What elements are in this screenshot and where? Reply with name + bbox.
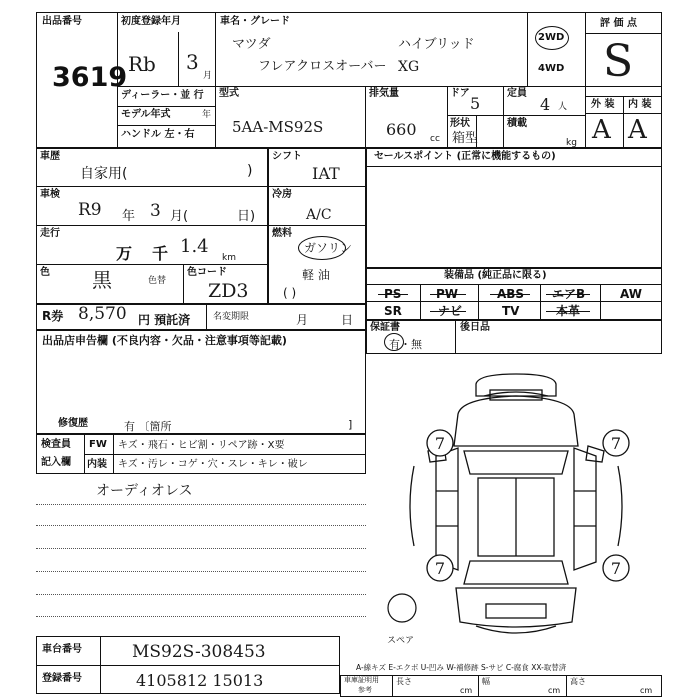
fuel-paren: ( ) <box>283 286 297 300</box>
equip-ps: PS <box>384 287 402 301</box>
maker-grade-label: 車名・グレード <box>220 16 290 27</box>
height-unit: cm <box>640 686 653 695</box>
name-change-month: 月 <box>296 313 309 327</box>
load-unit: kg <box>566 138 577 148</box>
capacity-unit: 人 <box>558 102 568 112</box>
aftermarket-label: 後日品 <box>460 322 490 333</box>
equip-mark <box>546 311 590 312</box>
inspection-year-unit: 年 <box>122 209 136 224</box>
height-label: 高さ <box>570 677 586 686</box>
inspector-label: 検査員 <box>41 439 71 450</box>
warranty-value: 有・無 <box>389 338 422 351</box>
model-year-unit: 年 <box>202 110 212 120</box>
mileage-man: 万 <box>116 244 133 263</box>
handle-label: ハンドル 左・右 <box>121 129 195 140</box>
chassis-label: 車台番号 <box>42 644 82 655</box>
grade-name: XG <box>398 59 420 75</box>
spare-label: スペア <box>387 636 415 646</box>
displacement-label: 排気量 <box>369 88 399 99</box>
color-label: 色 <box>40 267 50 278</box>
capacity-value: 4 <box>540 95 551 114</box>
warranty-label: 保証書 <box>370 322 400 333</box>
interior-items: キズ・汚レ・コゲ・穴・スレ・キレ・破レ <box>118 459 308 470</box>
recycle-label: R券 <box>42 309 64 323</box>
garage-cert-frame <box>340 675 662 697</box>
note-line <box>36 504 366 505</box>
repair-close: ] <box>348 418 353 431</box>
equip-aw: AW <box>620 287 642 301</box>
recycle-unit: 円 預託済 <box>138 313 191 327</box>
type-label: 型式 <box>219 88 239 99</box>
note-line <box>36 548 366 549</box>
model-year-label: モデル年式 <box>121 109 171 120</box>
garage-cert-label: 車庫証明用 <box>344 676 379 684</box>
color-change-label: 色替 <box>148 276 167 286</box>
interior-damage-label: 内装 <box>87 459 107 470</box>
equip-tv: TV <box>502 304 520 318</box>
shape-value: 箱型 <box>452 131 479 146</box>
equip-leather: 本革 <box>556 304 581 318</box>
damage-legend: A-線キズ E-エクボ U-凹み W-補修跡 S-サビ C-腐食 XX-取替済 <box>356 663 567 672</box>
note-line <box>36 594 366 595</box>
tire-mark: 7 <box>434 434 446 453</box>
tire-mark: 7 <box>610 434 622 453</box>
displacement-value: 660 <box>386 120 417 139</box>
mileage-unit: km <box>222 253 236 263</box>
color-value: 黒 <box>92 268 112 292</box>
car-damage-diagram <box>366 356 662 656</box>
inspection-month-unit: 月( <box>170 209 189 224</box>
garage-cert-ref: 参考 <box>358 686 372 694</box>
exterior-label: 外 装 <box>591 99 615 110</box>
history-value: 自家用( <box>80 166 128 182</box>
equip-mark <box>378 294 408 295</box>
mileage-value: 1.4 <box>180 236 209 257</box>
recycle-value: 8,570 <box>78 304 127 324</box>
length-unit: cm <box>460 686 473 695</box>
chassis-value: MS92S-308453 <box>132 642 266 662</box>
width-label: 幅 <box>482 677 490 686</box>
mileage-label: 走行 <box>40 228 60 239</box>
shift-value: IAT <box>312 164 340 183</box>
displacement-unit: cc <box>430 134 440 144</box>
fuel-alt: 軽 油 <box>302 268 330 282</box>
repair-label: 修復歴 <box>58 418 88 429</box>
doors-label: ドア <box>450 88 470 99</box>
name-change-label: 名変期限 <box>213 312 250 322</box>
history-label: 車歴 <box>40 151 60 162</box>
doors-value: 5 <box>470 94 481 113</box>
dealer-label: ディーラー・並 行 <box>121 90 204 101</box>
shift-label: シフト <box>272 151 302 162</box>
interior-label: 内 装 <box>628 99 652 110</box>
equip-sr: SR <box>384 304 402 318</box>
equip-navi: ナビ <box>438 304 463 318</box>
width-unit: cm <box>548 686 561 695</box>
maker-name: マツダ <box>232 37 271 52</box>
lot-number: 3619 <box>52 62 128 93</box>
interior-grade: A <box>628 115 647 145</box>
name-change-day: 日 <box>341 313 354 327</box>
entry-label: 記入欄 <box>41 457 71 468</box>
registration-value: 4105812 15013 <box>136 671 264 690</box>
fuel-value: ガソリン <box>304 241 353 255</box>
shape-label: 形状 <box>450 118 470 129</box>
length-label: 長さ <box>396 677 412 686</box>
note-line <box>36 525 366 526</box>
equip-mark <box>546 294 590 295</box>
drive-4wd: 4WD <box>538 63 565 74</box>
declaration-label: 出品店申告欄 (不良内容・欠品・注意事項等記載) <box>42 334 287 347</box>
equip-pw: PW <box>436 287 459 301</box>
inspection-value: R9 <box>78 200 102 220</box>
exterior-grade: A <box>592 115 611 145</box>
inspection-label: 車検 <box>40 189 60 200</box>
note-audioless: オーディオレス <box>96 483 193 499</box>
rating-value: S <box>603 36 634 87</box>
color-code-label: 色コード <box>187 267 227 278</box>
drive-2wd: 2WD <box>538 32 565 43</box>
first-registration-era: Rb <box>128 52 156 76</box>
equip-airbag: エアB <box>552 287 586 301</box>
cooler-label: 冷房 <box>272 189 292 200</box>
type-value: 5AA-MS92S <box>232 118 324 136</box>
history-close: ) <box>247 163 253 179</box>
first-registration-month: 3 <box>186 50 199 74</box>
first-registration-month-unit: 月 <box>203 71 213 81</box>
capacity-label: 定員 <box>507 88 527 99</box>
fw-items: キズ・飛石・ヒビ割・リペア跡・X要 <box>118 440 285 451</box>
note-line <box>36 616 366 617</box>
fw-label: FW <box>89 439 107 450</box>
color-code-value: ZD3 <box>208 280 249 302</box>
registration-label: 登録番号 <box>42 673 82 684</box>
mileage-sen: 千 <box>152 244 169 263</box>
hybrid-label: ハイブリッド <box>398 37 475 52</box>
equip-mark <box>430 311 466 312</box>
inspection-day-unit: 日) <box>237 209 256 224</box>
lot-number-label: 出品番号 <box>42 16 82 27</box>
model-name: フレアクロスオーバー <box>258 59 387 74</box>
repair-value: 有 〔箇所 <box>124 420 172 433</box>
fuel-label: 燃料 <box>272 228 292 239</box>
inspection-month-value: 3 <box>150 201 161 221</box>
equip-mark <box>490 294 530 295</box>
load-label: 積載 <box>507 118 527 129</box>
equip-abs: ABS <box>497 287 525 301</box>
first-registration-label: 初度登録年月 <box>121 16 181 27</box>
rating-label: 評 価 点 <box>600 18 637 29</box>
note-line <box>36 571 366 572</box>
cooler-value: A/C <box>306 207 332 223</box>
equip-mark <box>430 294 466 295</box>
equipment-label: 装備品 (純正品に限る) <box>444 270 547 281</box>
selling-points-label: セールスポイント (正常に機能するもの) <box>374 151 556 162</box>
tire-mark: 7 <box>434 559 446 578</box>
header-frame <box>36 12 662 148</box>
tire-mark: 7 <box>610 559 622 578</box>
